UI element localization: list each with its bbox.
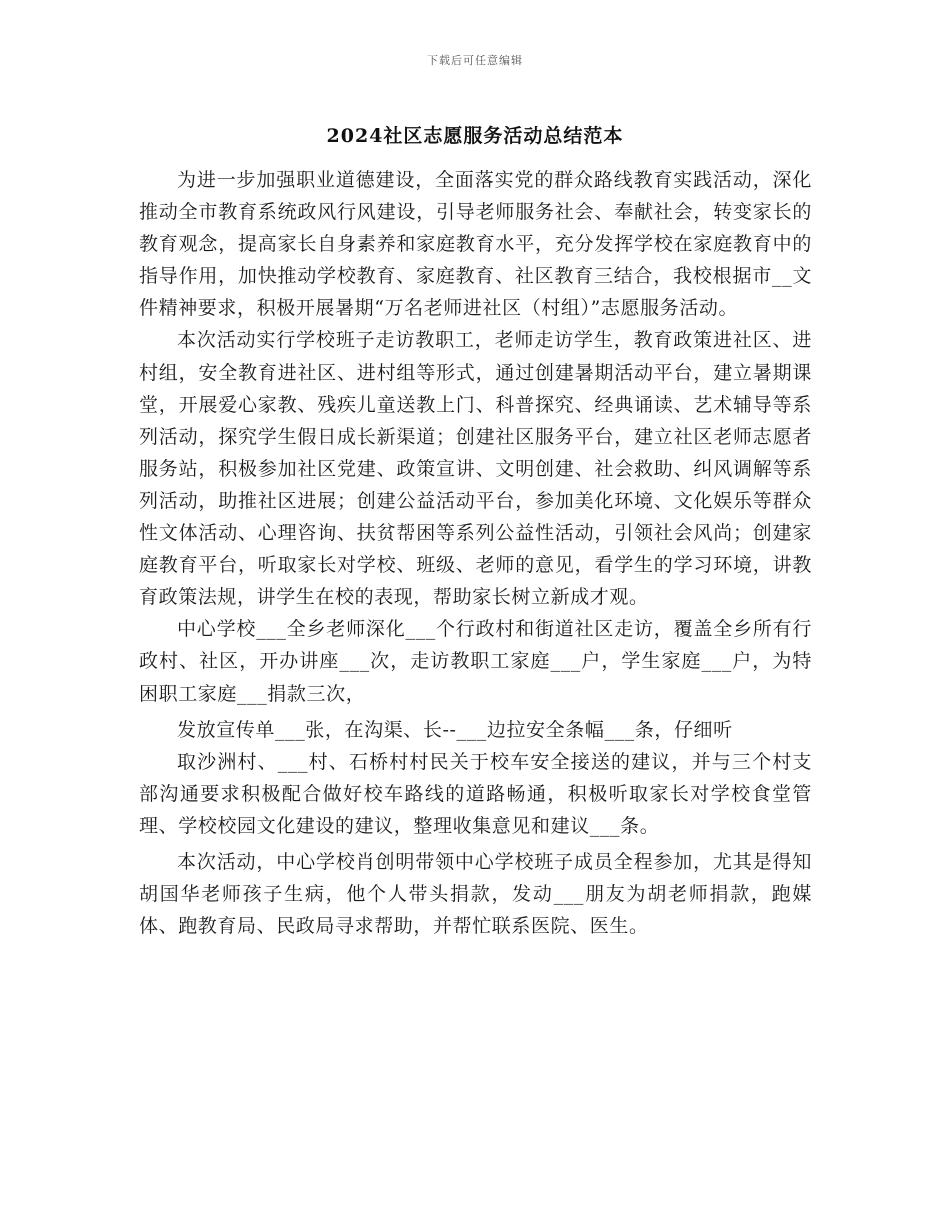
paragraph-6: 本次活动，中心学校肖创明带领中心学校班子成员全程参加，尤其是得知胡国华老师孩子生病，他个人带头捐款，发动___朋友为胡老师捐款，跑媒体、跑教育局、民政局寻求帮助，并帮忙联系医院、医生。 (139, 850, 812, 938)
paragraph-5: 取沙洲村、___村、石桥村村民关于校车安全接送的建议，并与三个村支部沟通要求积极配合做好校车路线的道路畅通，积极听取家长对学校食堂管理、学校校园文化建设的建议，整理收集意见和建议___条。 (139, 750, 812, 837)
paragraph-4: 发放宣传单___张，在沟渠、长--___边拉安全条幅___条，仔细听 (177, 718, 733, 741)
document-body (139, 164, 812, 942)
header-note: 下载后可任意编辑 (427, 54, 523, 67)
paragraph-3: 中心学校___全乡老师深化___个行政村和街道社区走访，覆盖全乡所有行政村、社区，开办讲座___次，走访教职工家庭___户，学生家庭___户，为特困职工家庭___捐款三次， (139, 618, 812, 705)
document-title: 2024社区志愿服务活动总结范本 (326, 125, 624, 147)
paragraph-2: 本次活动实行学校班子走访教职工，老师走访学生，教育政策进社区、进村组，安全教育进社区、进村组等形式，通过创建暑期活动平台，建立暑期课堂，开展爱心家教、残疾儿童送教上门、科普探究、经典诵读、艺术辅导等系列活动，探究学生假日成长新渠道；创建社区服务平台，建立社区老师志愿者服务站，积极参加社区党建、政策宣讲、文明创建、社会救助、纠风调解等系列活动，助推社区进展；创建公益活动平台，参加美化环境、文化娱乐等群众性文体活动、心理咨询、扶贫帮困等系列公益性活动，引领社会风尚；创建家庭教育平台，听取家长对学校、班级、老师的意见，看学生的学习环境，讲教育政策法规，讲学生在校的表现，帮助家长树立新成才观。 (139, 329, 812, 609)
paragraph-1: 为进一步加强职业道德建设，全面落实党的群众路线教育实践活动，深化推动全市教育系统政风行风建设，引导老师服务社会、奉献社会，转变家长的教育观念，提高家长自身素养和家庭教育水平，充分发挥学校在家庭教育中的指导作用，加快推动学校教育、家庭教育、社区教育三结合，我校根据市__文件精神要求，积极开展暑期“万名老师进社区（村组）”志愿服务活动。 (139, 169, 812, 320)
